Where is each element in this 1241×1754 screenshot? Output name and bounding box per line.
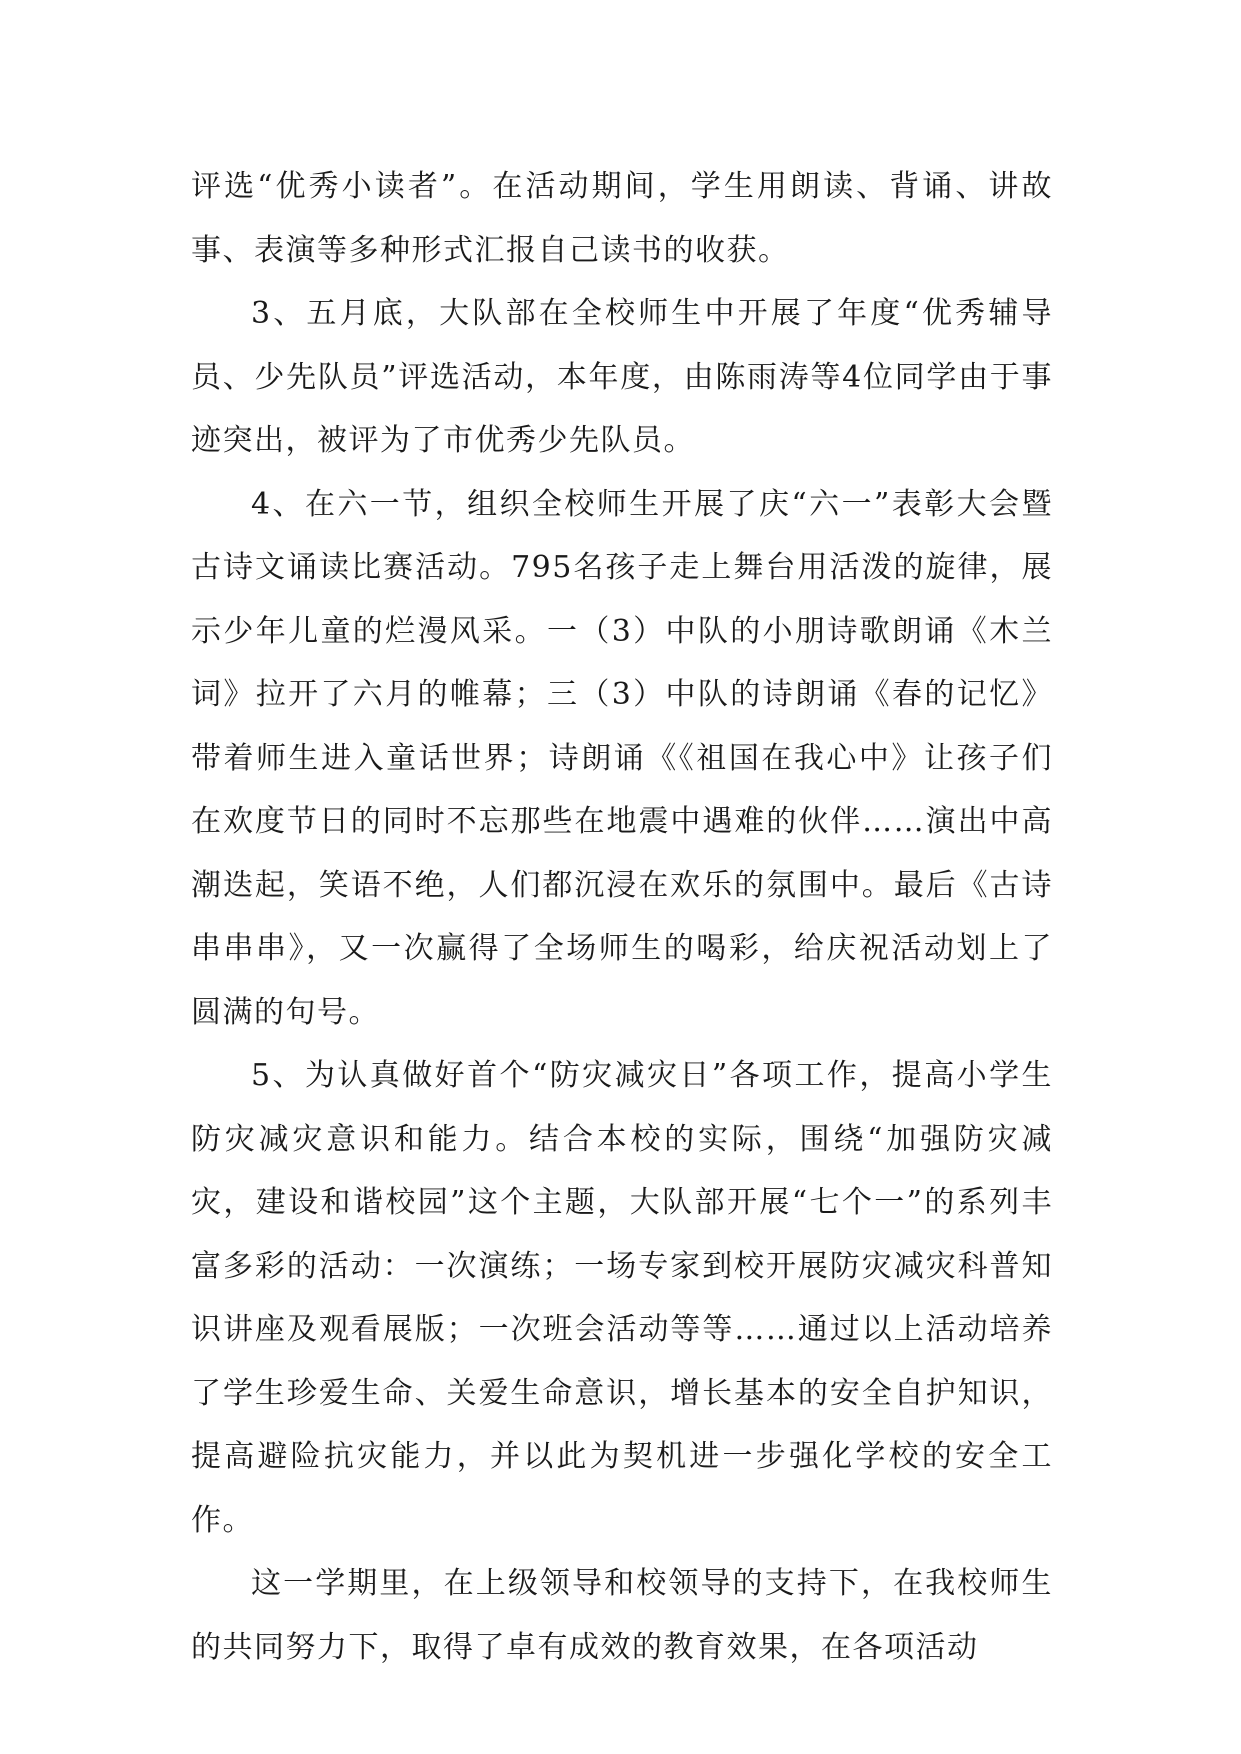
paragraph-1: 评选“优秀小读者”。在活动期间，学生用朗读、背诵、讲故事、表演等多种形式汇报自己读书的收获。: [191, 169, 1053, 268]
paragraph-3: 4、在六一节，组织全校师生开展了庆“六一”表彰大会暨古诗文诵读比赛活动。795名孩子走上舞台用活泼的旋律，展示少年儿童的烂漫风采。一（3）中队的小朋诗歌朗诵《木兰词》拉开了六月的帷幕；三（3）中队的诗朗诵《春的记忆》带着师生进入童话世界；诗朗诵《《祖国在我心中》让孩子们在欢度节日的同时不忘那些在地震中遇难的伙伴……演出中高潮迭起，笑语不绝，人们都沉浸在欢乐的氛围中。最后《古诗串串串》，又一次赢得了全场师生的喝彩，给庆祝活动划上了圆满的句号。: [191, 486, 1053, 1030]
paragraph-5: 这一学期里，在上级领导和校领导的支持下，在我校师生的共同努力下，取得了卓有成效的教育效果，在各项活动: [191, 1566, 1053, 1665]
paragraph-2: 3、五月底，大队部在全校师生中开展了年度“优秀辅导员、少先队员”评选活动，本年度，由陈雨涛等4位同学由于事迹突出，被评为了市优秀少先队员。: [191, 296, 1053, 458]
paragraph-4: 5、为认真做好首个“防灾减灾日”各项工作，提高小学生防灾减灾意识和能力。结合本校的实际，围绕“加强防灾减灾，建设和谐校园”这个主题，大队部开展“七个一”的系列丰富多彩的活动：一次演练；一场专家到校开展防灾减灾科普知识讲座及观看展版；一次班会活动等等……通过以上活动培养了学生珍爱生命、关爱生命意识，增长基本的安全自护知识，提高避险抗灾能力，并以此为契机进一步强化学校的安全工作。: [191, 1058, 1053, 1538]
document-body: [191, 155, 1053, 1679]
